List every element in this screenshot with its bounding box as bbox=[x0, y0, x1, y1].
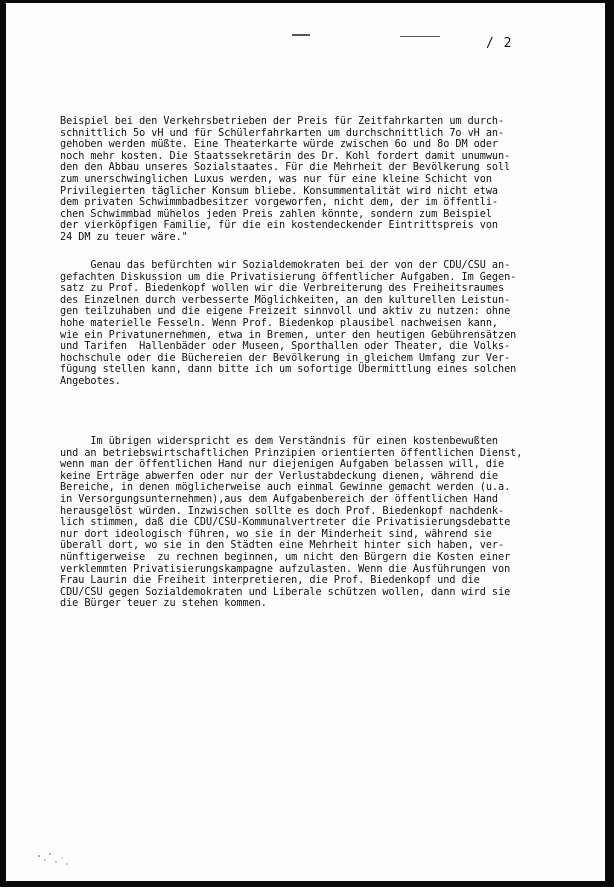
text-line: in Versorgungsunternehmen),aus dem Aufgabenbereich der öffentlichen Hand bbox=[60, 493, 499, 505]
text-line: nünftigerweise zu rechnen beginnen, um nicht den Bürgern die Kosten einer bbox=[60, 551, 511, 563]
text-line: keine Erträge abwerfen oder nur der Verlustabdeckung dienen, während die bbox=[60, 470, 499, 482]
text-line: 24 DM zu teuer wäre." bbox=[60, 231, 188, 243]
text-line: hohe materielle Fesseln. Wenn Prof. Biedenkop plausibel nachweisen kann, bbox=[60, 317, 499, 329]
paragraph-3 bbox=[60, 436, 554, 610]
text-line: wie ein Privatunernehmen, etwa in Bremen, unter den heutigen Gebührensätzen bbox=[60, 329, 517, 341]
text-line: gefachten Diskussion um die Privatisierung öffentlicher Aufgaben. Im Gegen- bbox=[60, 271, 517, 283]
scan-artifact-mark bbox=[292, 34, 310, 36]
text-line: Genau das befürchten wir Sozialdemokraten bei der von der CDU/CSU an- bbox=[60, 260, 511, 271]
paragraph-1 bbox=[60, 116, 554, 244]
scan-border-left bbox=[0, 0, 6, 887]
scan-border-bottom bbox=[0, 881, 614, 887]
scan-artifact-mark bbox=[400, 36, 440, 37]
text-line: fügung stellen kann, dann bitte ich um sofortige Übermittlung eines solchen bbox=[60, 364, 517, 376]
text-line: Angebotes. bbox=[60, 375, 121, 387]
text-line: und Tarifen Hallenbäder oder Museen, Sporthallen oder Theater, die Volks- bbox=[60, 341, 511, 353]
text-line: wenn man der öffentlichen Hand nur diejenigen Aufgaben belassen will, die bbox=[60, 459, 505, 471]
text-line: Bereiche, in denen möglicherweise auch einmal Gewinne gemacht werden (u.a. bbox=[60, 482, 511, 494]
text-line: und an betriebswirtschaftlichen Prinzipien orientierten öffentlichen Dienst, bbox=[60, 447, 523, 459]
text-line: Im übrigen widerspricht es dem Verständnis für einen kostenbewußten bbox=[60, 436, 499, 447]
text-line: hochschule oder die Büchereien der Bevölkerung in gleichem Umfang zur Ver- bbox=[60, 352, 511, 364]
text-line: Frau Laurin die Freiheit interpretieren, die Prof. Biedenkopf und die bbox=[60, 575, 480, 587]
text-line: der vierköpfigen Familie, für die ein kostendeckender Eintrittspreis von bbox=[60, 220, 499, 232]
scan-noise-specks bbox=[36, 850, 76, 870]
page-number: / 2 bbox=[486, 36, 513, 51]
text-line: chen Schwimmbad mühelos jeden Preis zahlen könnte, sondern zum Beispiel bbox=[60, 208, 492, 220]
paragraph-2 bbox=[60, 260, 554, 388]
scan-border-right bbox=[605, 0, 614, 887]
text-line: den den Abbau unseres Sozialstaates. Für die Mehrheit der Bevölkerung soll bbox=[60, 162, 511, 174]
text-line: dem privaten Schwimmbadbesitzer vorgeworfen, nicht dem, der im öffentli- bbox=[60, 197, 499, 209]
text-line: schnittlich 5o vH und für Schülerfahrkarten um durchschnittlich 7o vH an- bbox=[60, 127, 505, 139]
text-line: CDU/CSU gegen Sozialdemokraten und Liberale schützen wollen, dann wird sie bbox=[60, 586, 511, 598]
text-line: satz zu Prof. Biedenkopf wollen wir die Verbreiterung des Freiheitsraumes bbox=[60, 283, 505, 295]
text-line: gehoben werden müßte. Eine Theaterkarte würde zwischen 6o und 8o DM oder bbox=[60, 139, 499, 151]
text-line: des Einzelnen durch verbesserte Möglichkeiten, an den kulturellen Leistun- bbox=[60, 294, 511, 306]
text-line: zum unerschwinglichen Luxus werden, was nur für eine kleine Schicht von bbox=[60, 173, 492, 185]
text-line: nur dort ideologisch führen, wo sie in der Minderheit sind, während sie bbox=[60, 528, 492, 540]
text-line: überall dort, wo sie in den Städten eine Mehrheit hinter sich haben, ver- bbox=[60, 540, 505, 552]
text-line: noch mehr kosten. Die Staatssekretärin des Dr. Kohl fordert damit unumwun- bbox=[60, 150, 511, 162]
text-line: Beispiel bei den Verkehrsbetrieben der Preis für Zeitfahrkarten um durch- bbox=[60, 116, 505, 127]
text-line: gen teilzuhaben und die eigene Freizeit sinnvoll und aktiv zu nutzen: ohne bbox=[60, 306, 511, 318]
text-line: die Bürger teuer zu stehen kommen. bbox=[60, 598, 267, 610]
text-line: lich stimmen, daß die CDU/CSU-Kommunalvertreter die Privatisierungsdebatte bbox=[60, 517, 511, 529]
text-line: verklemmten Privatisierungskampagne aufzulasten. Wenn die Ausführungen von bbox=[60, 563, 511, 575]
scan-border-top bbox=[0, 0, 614, 3]
text-line: Privilegierten täglicher Konsum bliebe. Konsummentalität wird nicht etwa bbox=[60, 185, 499, 197]
text-line: herausgelöst würden. Inzwischen sollte es doch Prof. Biedenkopf nachdenk- bbox=[60, 505, 505, 517]
